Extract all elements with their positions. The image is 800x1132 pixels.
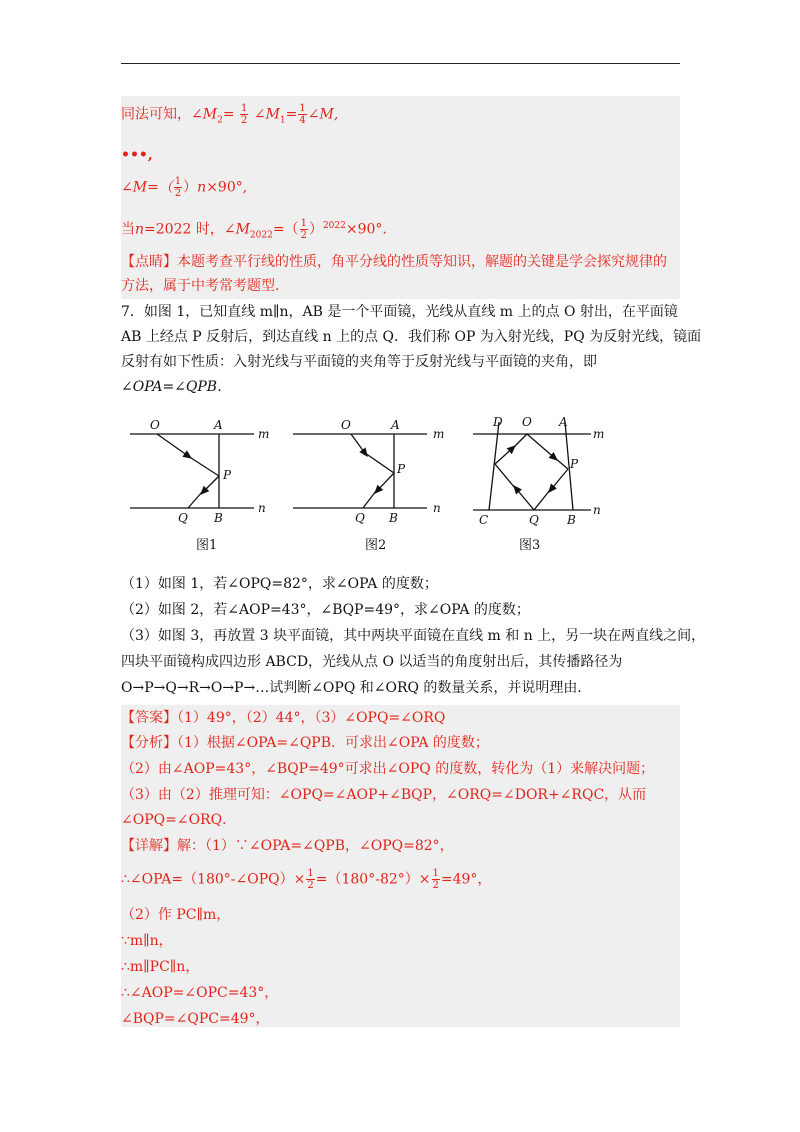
- figure-caption: 图3: [519, 538, 541, 553]
- figure-caption: 图1: [196, 538, 218, 553]
- question-3-line-2: 四块平面镜构成四边形 ABCD，光线从点 O 以适当的角度射出后，其传播路径为: [121, 654, 623, 670]
- answer-line: 【答案】（1）49°，（2）44°，（3）∠OPQ=∠ORQ: [121, 710, 446, 726]
- line-m2-relation: 同法可知，$\angle M_2=$ $\frac{1}{2}$ $\angle M_1=$ $\frac{1}{4}$ ∠M,: [121, 103, 339, 126]
- ray-pq-end: [534, 490, 550, 510]
- detail-line-5: ∴m∥PC∥n，: [121, 959, 200, 975]
- label-m: m: [433, 427, 445, 441]
- figure-caption: 图2: [365, 538, 387, 553]
- analysis-line-2: （2）由∠AOP=43°，∠BQP=49°可求出∠OPQ 的度数，转化为（1）来解决问题；: [121, 761, 655, 777]
- label-d: D: [493, 415, 503, 429]
- detail-line-7: ∠BQP=∠QPC=49°，: [121, 1011, 270, 1027]
- detail-line-2: ∴∠OPA=（180°-∠OPQ）× $\frac{1}{2}$ =（180°-82°）× $\frac{1}{2}$ =49°，: [121, 868, 492, 891]
- label-q: Q: [355, 511, 365, 525]
- ray-pq: [549, 469, 568, 492]
- incident-ray-arrow: [351, 434, 367, 456]
- incident-ray-arrow: [157, 434, 191, 458]
- analysis-line-4: ∠OPQ=∠ORQ．: [121, 812, 237, 828]
- label-b: B: [389, 511, 398, 525]
- header-rule: [121, 63, 680, 64]
- line-general-formula: ∠M=（ $\frac{1}{2}$ ）n×90°,: [121, 176, 248, 199]
- ray-op: [527, 434, 557, 460]
- label-b: B: [567, 513, 576, 527]
- problem-line-2: AB 上经点 P 反射后，到达直线 n 上的点 Q．我们称 OP 为入射光线，PQ 为反射光线，镜面: [121, 329, 702, 345]
- label-n: n: [433, 501, 441, 515]
- problem-line-1: 7．如图 1，已知直线 m∥n，AB 是一个平面镜，光线从直线 m 上的点 O 射出，在平面镜: [121, 304, 678, 320]
- question-1: （1）如图 1，若∠OPQ=82°，求∠OPA 的度数；: [121, 576, 438, 592]
- line-ellipsis: •••,: [121, 147, 153, 163]
- label-q: Q: [529, 513, 539, 527]
- label-q: Q: [178, 511, 188, 525]
- problem-line-3: 反射有如下性质：入射光线与平面镜的夹角等于反射光线与平面镜的夹角，即: [121, 354, 597, 370]
- label-a: A: [559, 415, 568, 429]
- detail-line-6: ∴∠AOP=∠OPC=43°，: [121, 985, 279, 1001]
- detail-line-3: （2）作 PC∥m，: [121, 907, 231, 923]
- solution-highlight-bottom: [121, 705, 680, 1027]
- label-b: B: [214, 511, 223, 525]
- label-n: n: [258, 501, 266, 515]
- note-line-1: 【点睛】本题考查平行线的性质，角平分线的性质等知识，解题的关键是学会探究规律的: [121, 254, 667, 270]
- question-3-line-1: （3）如图 3，再放置 3 块平面镜，其中两块平面镜在直线 m 和 n 上，另一块在两直线之间，: [121, 628, 706, 644]
- ray-qr: [514, 486, 534, 510]
- problem-line-4: ∠OPA=∠QPB．: [121, 379, 232, 395]
- ray-qr-end: [495, 464, 515, 488]
- label-o: O: [522, 415, 532, 429]
- figure-3: [469, 412, 619, 557]
- reflected-ray-arrow: [375, 473, 394, 493]
- label-m: m: [593, 427, 605, 441]
- incident-ray: [188, 456, 219, 476]
- question-3-line-3: O→P→Q→R→O→P→…试判断∠OPQ 和∠ORQ 的数量关系，并说明理由．: [121, 680, 592, 696]
- label-n: n: [593, 503, 601, 517]
- analysis-line-3: （3）由（2）推理可知：∠OPQ=∠AOP+∠BQP，∠ORQ=∠DOR+∠RQC，从而: [121, 787, 647, 803]
- label-a: A: [214, 418, 223, 432]
- reflected-ray: [363, 491, 376, 508]
- label-a: A: [391, 418, 400, 432]
- label-c: C: [479, 513, 489, 527]
- ray-op-end: [555, 458, 568, 469]
- label-p: P: [223, 468, 232, 482]
- label-o: O: [341, 418, 351, 432]
- note-line-2: 方法，属于中考常考题型.: [121, 278, 280, 294]
- figure-1: [128, 412, 278, 557]
- label-o: O: [150, 418, 160, 432]
- reflected-ray-arrow: [201, 476, 219, 494]
- line-2022-case: 当n=2022 时，$\angle M_{2022}=$（ $\frac{1}{2}$ ）$^{2022}$×90°.: [121, 218, 387, 242]
- detail-line-4: ∵m∥n，: [121, 933, 173, 949]
- ray-ro-end: [513, 434, 527, 448]
- label-p: P: [570, 457, 579, 471]
- question-2: （2）如图 2，若∠AOP=43°，∠BQP=49°，求∠OPA 的度数；: [121, 602, 530, 618]
- detail-line-1: 【详解】解：（1）∵∠OPA=∠QPB，∠OPQ=82°，: [121, 838, 454, 854]
- analysis-line-1: 【分析】（1）根据∠OPA=∠QPB．可求出∠OPA 的度数；: [121, 735, 489, 751]
- label-m: m: [258, 427, 270, 441]
- reflected-ray: [188, 492, 202, 508]
- incident-ray: [365, 453, 394, 473]
- label-p: P: [397, 462, 406, 476]
- figure-2: [291, 412, 451, 557]
- ray-ro: [495, 446, 515, 464]
